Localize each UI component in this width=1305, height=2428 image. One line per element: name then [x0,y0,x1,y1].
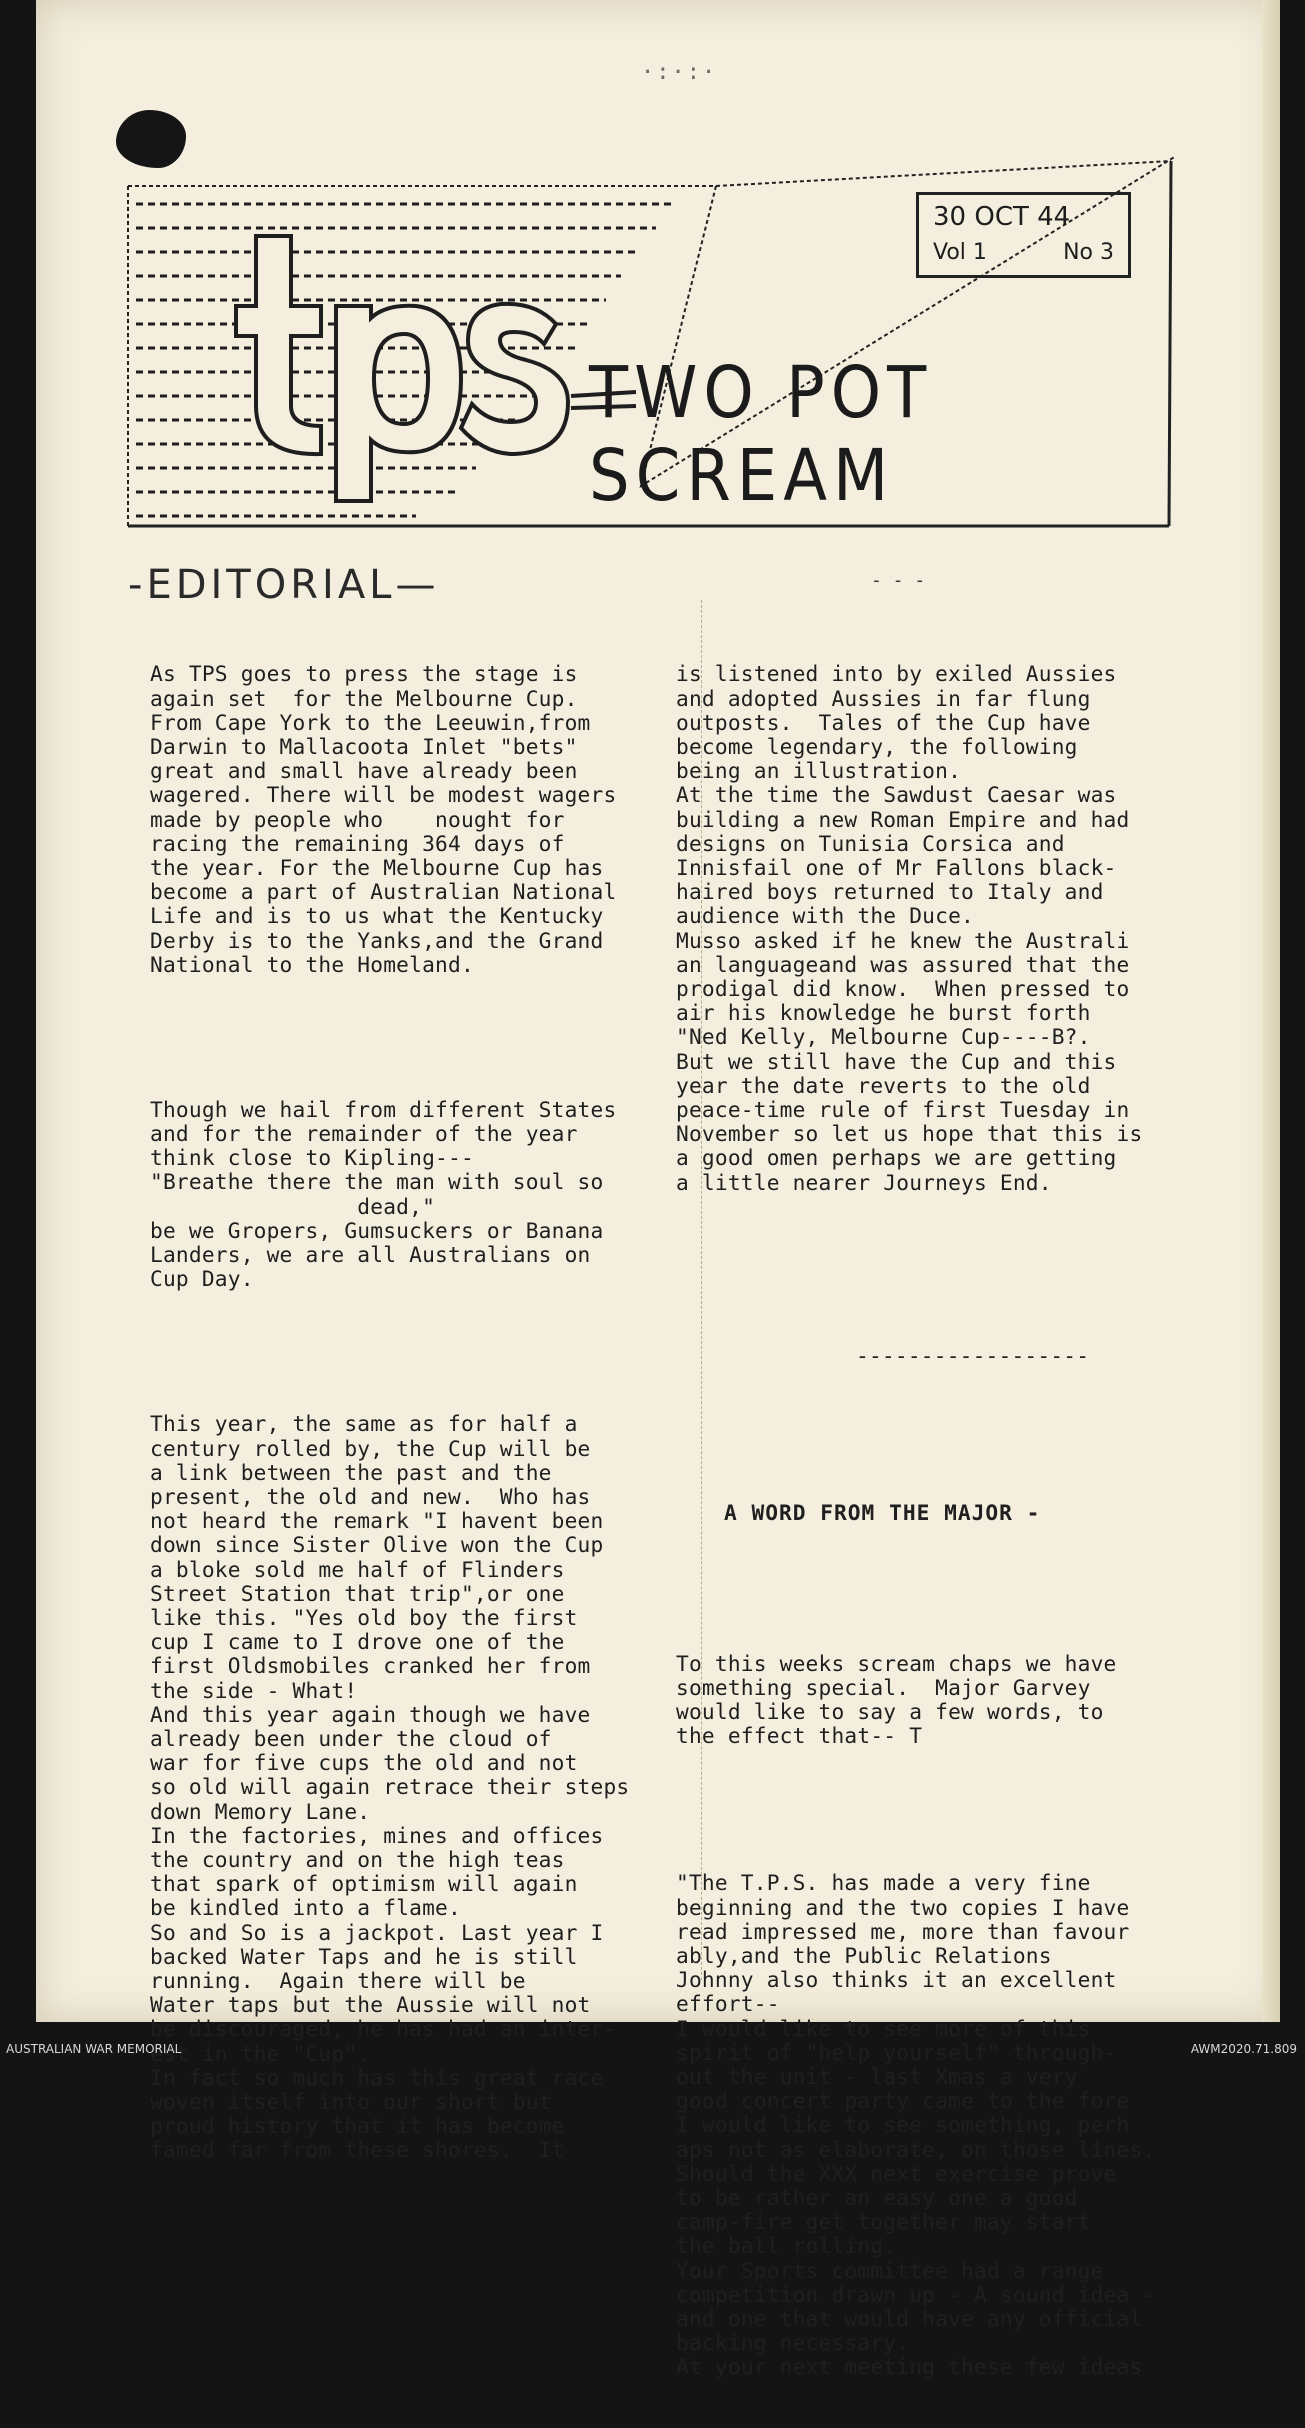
archive-reference: AWM2020.71.809 [1190,2042,1297,2056]
text-line: As TPS goes to press the stage is [150,661,578,687]
text-line: outposts. Tales of the Cup have [676,709,1091,735]
text-line: Musso asked if he knew the Australi [676,927,1130,953]
text-line: be discouraged, he has had an inter- [150,2016,617,2042]
text-line: Though we hail from different States [150,1096,617,1122]
newsletter-title: TWO POT SCREAM [589,352,933,518]
text-line: haired boys returned to Italy and [676,879,1104,905]
editorial-paragraph [150,1098,629,1292]
text-line: "The T.P.S. has made a very fine [676,1870,1091,1896]
text-line: So and So is a jackpot. Last year I [150,1919,604,1945]
text-line: This year, the same as for half a [150,1411,578,1437]
text-line: out the unit - last Xmas a very [676,2063,1078,2089]
text-line: good concert party came to the fore [676,2088,1130,2114]
editorial-heading: -EDITORIAL— [128,562,440,608]
text-line: first Oldsmobiles cranked her from [150,1653,591,1679]
text-line: being an illustration. [676,758,962,784]
text-line: read impressed me, more than favour [676,1918,1130,1944]
text-line: air his knowledge he burst forth [676,1000,1091,1026]
text-line: the ball rolling. [676,2233,897,2259]
text-line: woven itself into our short but [150,2088,552,2114]
text-line: become a part of Australian National [150,879,617,905]
text-line: November so let us hope that this is [676,1121,1143,1147]
text-line: est in the "Cup". [150,2040,371,2066]
text-line: a bloke sold me half of Flinders [150,1556,565,1582]
text-line: down since Sister Olive won the Cup [150,1532,604,1558]
text-line: backing necessary. [676,2330,910,2356]
text-line: so old will again retrace their steps [150,1774,630,1800]
text-line: effort-- [676,1991,780,2017]
masthead [116,156,1216,531]
major-heading: A WORD FROM THE MAJOR - [724,1499,1041,1525]
editorial-left-column [150,614,629,2211]
text-line: the year. For the Melbourne Cup has [150,855,604,881]
text-line: racing the remaining 364 days of [150,830,565,856]
major-intro [676,1652,1155,1749]
text-line: In the factories, mines and offices [150,1822,604,1848]
text-line: Johnny also thinks it an excellent [676,1967,1117,1993]
text-line: I would like to see more of this [676,2015,1091,2041]
text-line: Water taps but the Aussie will not [150,1992,591,2018]
text-line: something special. Major Garvey [676,1674,1091,1700]
text-line: already been under the cloud of [150,1725,552,1751]
text-line: Cup Day. [150,1266,254,1292]
text-line: And this year again though we have [150,1701,591,1727]
section-divider: ------------------ [856,1342,1090,1368]
text-line: wagered. There will be modest wagers [150,782,617,808]
text-line: cup I came to I drove one of the [150,1629,565,1655]
text-line: In fact so much has this great race [150,2064,604,2090]
text-line: At your next meeting these few ideas [676,2354,1143,2380]
issue-date: 30 OCT 44 [933,202,1071,232]
text-line: National to the Homeland. [150,951,474,977]
issue-number: No 3 [1063,240,1114,265]
text-line: be we Gropers, Gumsuckers or Banana [150,1217,604,1243]
text-line: a little nearer Journeys End. [676,1169,1052,1195]
text-line: designs on Tunisia Corsica and [676,830,1065,856]
text-line: the side - What! [150,1677,358,1703]
text-line: again set for the Melbourne Cup. [150,685,578,711]
text-line: year the date reverts to the old [676,1072,1091,1098]
text-line: great and small have already been [150,758,578,784]
text-line: that spark of optimism will again [150,1871,578,1897]
text-line: To this weeks scream chaps we have [676,1650,1117,1676]
text-line: present, the old and new. Who has [150,1483,591,1509]
paper-edge [1262,0,1280,2022]
editorial-right-column [676,614,1155,2428]
editorial-continued [676,662,1155,1194]
text-line: audience with the Duce. [676,903,974,929]
text-line: an languageand was assured that the [676,951,1130,977]
faint-marking: ·:·:· [641,60,718,85]
text-line: Street Station that trip",or one [150,1580,565,1606]
text-line: prodigal did know. When pressed to [676,976,1130,1002]
text-line: proud history that it has become [150,2113,565,2139]
text-line: would like to say a few words, to [676,1699,1104,1725]
text-line: competition drawn up - A sound idea - [676,2281,1156,2307]
text-line: Should the XXX next exercise prove [676,2160,1117,2186]
text-line: aps not as elaborate, on those lines. [676,2136,1156,2162]
text-line: to be rather an easy one a good [676,2184,1078,2210]
text-line: dead," [150,1193,436,1219]
text-line: camp-fire get together may start [676,2209,1091,2235]
text-line: century rolled by, the Cup will be [150,1435,591,1461]
text-line: Life and is to us what the Kentucky [150,903,604,929]
text-line: war for five cups the old and not [150,1750,578,1776]
text-line: like this. "Yes old boy the first [150,1604,578,1630]
text-line: From Cape York to the Leeuwin,from [150,709,591,735]
text-line: running. Again there will be [150,1967,526,1993]
text-line: made by people who nought for [150,806,565,832]
volume-label: Vol 1 [933,240,987,265]
text-line: be kindled into a flame. [150,1895,461,1921]
text-line: the effect that-- T [676,1723,923,1749]
text-line: is listened into by exiled Aussies [676,661,1117,687]
text-line: But we still have the Cup and this [676,1048,1117,1074]
text-line: Your Sports committee had a range [676,2257,1104,2283]
text-line: Derby is to the Yanks,and the Grand [150,927,604,953]
text-line: and adopted Aussies in far flung [676,685,1091,711]
text-line: At the time the Sawdust Caesar was [676,782,1117,808]
top-dash: - - - [871,570,926,591]
text-line: not heard the remark "I havent been [150,1508,604,1534]
text-line: Innisfail one of Mr Fallons black- [676,855,1117,881]
text-line: the country and on the high teas [150,1846,565,1872]
text-line: I would like to see something, perh [676,2112,1130,2138]
text-line: down Memory Lane. [150,1798,371,1824]
text-line: become legendary, the following [676,734,1078,760]
text-line: backed Water Taps and he is still [150,1943,578,1969]
text-line: "Breathe there the man with soul so [150,1169,604,1195]
text-line: spirit of "help yourself" through- [676,2039,1117,2065]
major-body [676,1871,1155,2379]
text-line: a good omen perhaps we are getting [676,1145,1117,1171]
text-line: a link between the past and the [150,1459,552,1485]
text-line: think close to Kipling--- [150,1145,474,1171]
text-line: and for the remainder of the year [150,1121,578,1147]
text-line: Darwin to Mallacoota Inlet "bets" [150,734,578,760]
text-line: and one that would have any official [676,2306,1143,2331]
text-line: peace-time rule of first Tuesday in [676,1097,1130,1123]
text-line: "Ned Kelly, Melbourne Cup----B?. [676,1024,1091,1050]
editorial-paragraph [150,662,629,977]
issue-date-box [916,192,1131,278]
text-line: beginning and the two copies I have [676,1894,1130,1920]
editorial-paragraph [150,1412,629,2162]
text-line: ably,and the Public Relations [676,1942,1052,1968]
text-line: famed far from these shores. It [150,2137,565,2163]
text-line: building a new Roman Empire and had [676,806,1130,832]
text-line: Landers, we are all Australians on [150,1242,591,1268]
archive-credit: AUSTRALIAN WAR MEMORIAL [6,2042,182,2056]
